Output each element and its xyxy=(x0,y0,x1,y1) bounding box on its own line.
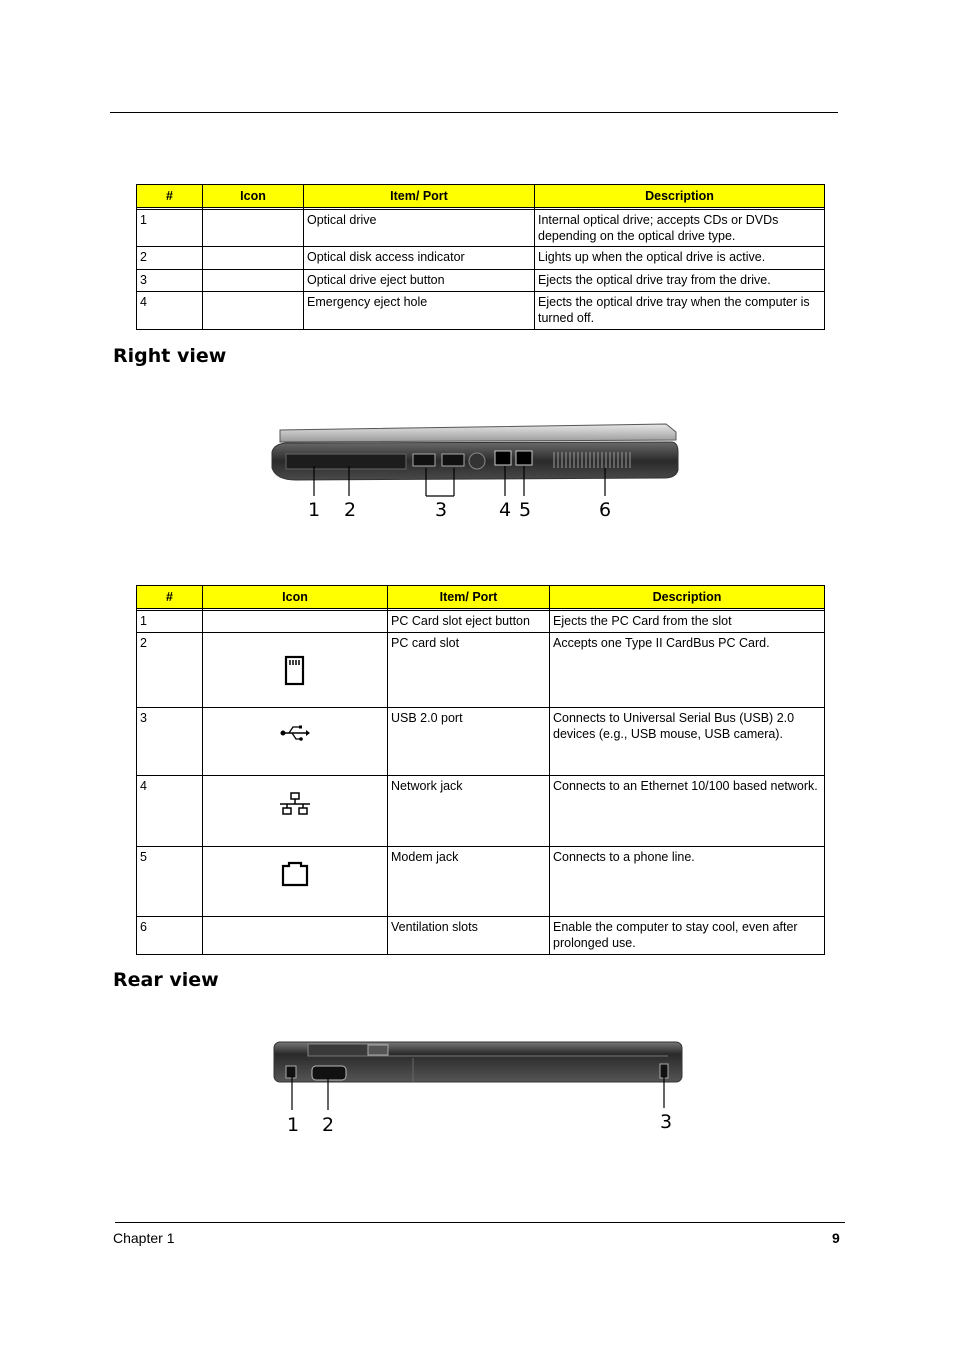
table-row xyxy=(137,247,825,270)
row-description: Internal optical drive; accepts CDs or DVDs depending on the optical drive type. xyxy=(535,210,825,247)
callout-1: 1 xyxy=(307,499,321,521)
vga-port xyxy=(312,1066,346,1080)
row-description: Ejects the PC Card from the slot xyxy=(550,611,825,633)
table-header-row xyxy=(137,586,825,609)
col-header-num: # xyxy=(137,586,203,609)
row-description: Connects to Universal Serial Bus (USB) 2.0 devices (e.g., USB mouse, USB camera). xyxy=(550,708,825,776)
row-num: 1 xyxy=(137,210,203,247)
table-row xyxy=(137,776,825,847)
row-icon xyxy=(203,633,388,708)
col-header-item: Item/ Port xyxy=(388,586,550,609)
rear-callout-3: 3 xyxy=(659,1111,673,1133)
row-item: Optical drive xyxy=(304,210,535,247)
row-num: 3 xyxy=(137,708,203,776)
row-description: Connects to an Ethernet 10/100 based network. xyxy=(550,776,825,847)
row-icon xyxy=(203,210,304,247)
row-num: 2 xyxy=(137,633,203,708)
optical-drive-table xyxy=(136,184,825,330)
row-icon xyxy=(203,708,388,776)
col-header-icon: Icon xyxy=(203,586,388,609)
row-item: Optical drive eject button xyxy=(304,270,535,292)
usb-icon xyxy=(280,724,310,742)
col-header-num: # xyxy=(137,185,203,208)
rear-view-heading: Rear view xyxy=(113,969,219,991)
row-icon xyxy=(203,917,388,955)
callout-2: 2 xyxy=(343,499,357,521)
table-header-row xyxy=(137,185,825,208)
row-description: Connects to a phone line. xyxy=(550,847,825,917)
row-item: Network jack xyxy=(388,776,550,847)
row-icon xyxy=(203,776,388,847)
row-item: Modem jack xyxy=(388,847,550,917)
row-num: 5 xyxy=(137,847,203,917)
col-header-description: Description xyxy=(535,185,825,208)
table-row xyxy=(137,708,825,776)
right-view-figure xyxy=(266,418,696,523)
callout-3: 3 xyxy=(434,499,448,521)
row-item: USB 2.0 port xyxy=(388,708,550,776)
table-row xyxy=(137,210,825,247)
footer-chapter: Chapter 1 xyxy=(113,1230,175,1246)
pc-card-icon xyxy=(283,655,307,687)
table-row xyxy=(137,917,825,955)
row-num: 3 xyxy=(137,270,203,292)
row-item: Optical disk access indicator xyxy=(304,247,535,270)
footer-rule xyxy=(115,1222,845,1223)
row-num: 6 xyxy=(137,917,203,955)
laptop-lid xyxy=(280,424,676,442)
callout-4: 4 xyxy=(498,499,512,521)
table-row xyxy=(137,270,825,292)
callout-5: 5 xyxy=(518,499,532,521)
row-icon xyxy=(203,270,304,292)
callout-6: 6 xyxy=(598,499,612,521)
row-description: Lights up when the optical drive is active. xyxy=(535,247,825,270)
network-icon xyxy=(279,792,311,816)
row-item: Ventilation slots xyxy=(388,917,550,955)
modem-icon xyxy=(281,861,309,887)
row-description: Ejects the optical drive tray from the drive. xyxy=(535,270,825,292)
top-rule xyxy=(110,112,838,113)
table-row xyxy=(137,611,825,633)
col-header-icon: Icon xyxy=(203,185,304,208)
row-item: PC Card slot eject button xyxy=(388,611,550,633)
row-description: Accepts one Type II CardBus PC Card. xyxy=(550,633,825,708)
rear-callout-1: 1 xyxy=(286,1114,300,1136)
usb-port-2 xyxy=(442,454,464,466)
row-num: 2 xyxy=(137,247,203,270)
row-num: 4 xyxy=(137,292,203,330)
table-row xyxy=(137,847,825,917)
rear-port-1 xyxy=(286,1066,296,1078)
row-description: Ejects the optical drive tray when the computer is turned off. xyxy=(535,292,825,330)
network-jack xyxy=(495,451,511,465)
row-item: Emergency eject hole xyxy=(304,292,535,330)
col-header-item: Item/ Port xyxy=(304,185,535,208)
row-item: PC card slot xyxy=(388,633,550,708)
kensington-lock xyxy=(660,1064,668,1078)
usb-port-1 xyxy=(413,454,435,466)
modem-jack xyxy=(516,451,532,465)
right-view-table xyxy=(136,585,825,955)
col-header-description: Description xyxy=(550,586,825,609)
rear-view-figure xyxy=(268,1038,688,1138)
row-icon xyxy=(203,247,304,270)
page-number: 9 xyxy=(832,1230,840,1246)
table-row xyxy=(137,292,825,330)
right-view-heading: Right view xyxy=(113,345,227,367)
rear-callout-2: 2 xyxy=(321,1114,335,1136)
row-icon xyxy=(203,611,388,633)
row-num: 4 xyxy=(137,776,203,847)
table-row xyxy=(137,633,825,708)
row-num: 1 xyxy=(137,611,203,633)
row-icon xyxy=(203,292,304,330)
row-icon xyxy=(203,847,388,917)
row-description: Enable the computer to stay cool, even after prolonged use. xyxy=(550,917,825,955)
